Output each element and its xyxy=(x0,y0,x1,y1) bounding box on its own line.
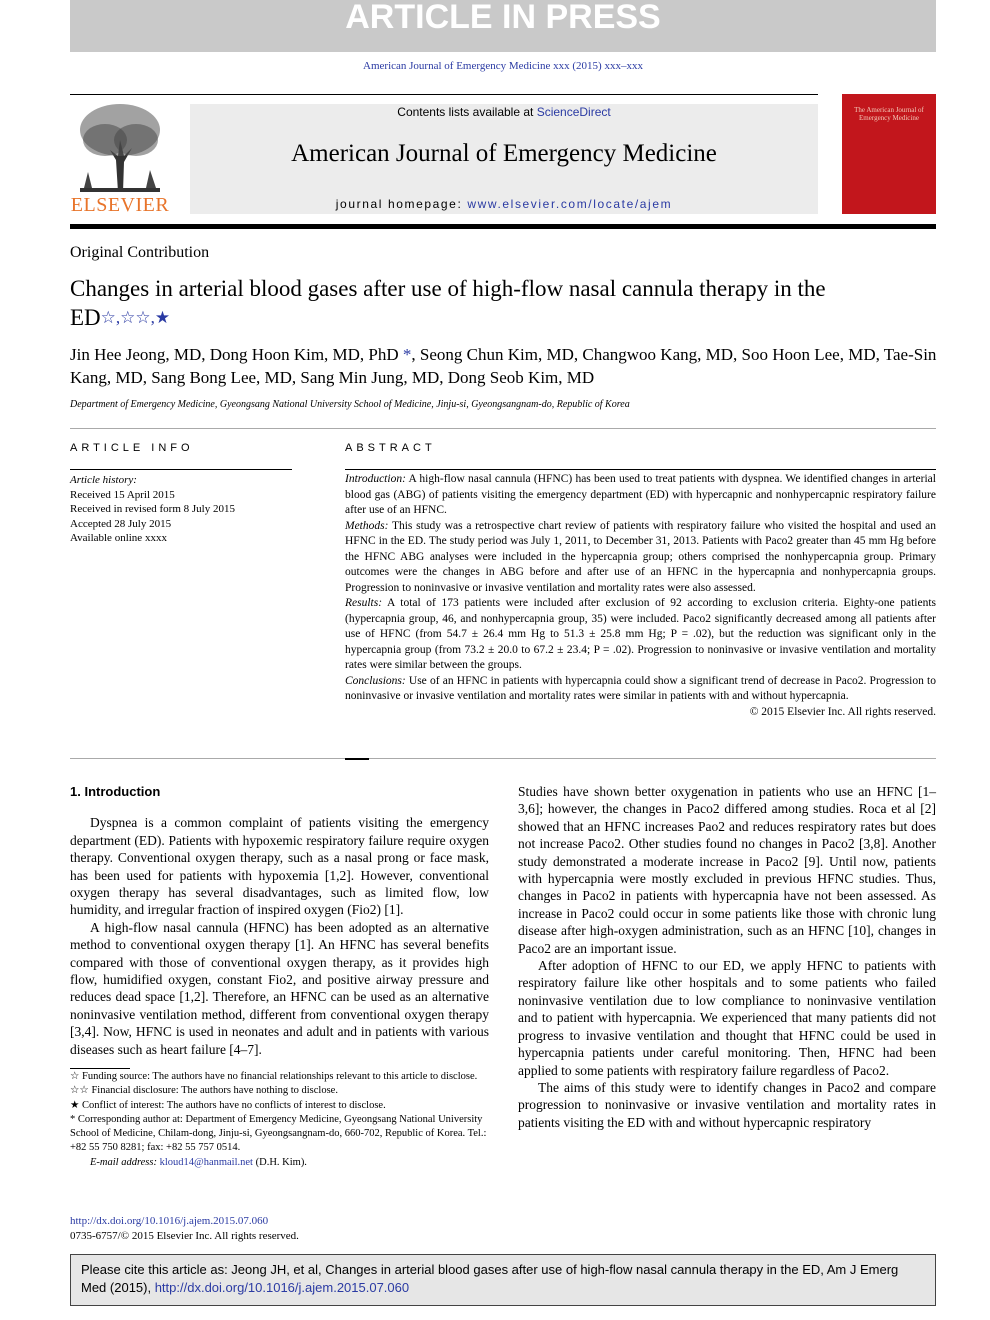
title-footnote-marks[interactable]: ☆,☆☆,★ xyxy=(100,308,171,327)
citation-doi-link[interactable]: http://dx.doi.org/10.1016/j.ajem.2015.07.060 xyxy=(154,1280,410,1295)
history-label: Article history: xyxy=(70,474,137,486)
homepage-line xyxy=(190,197,818,211)
article-in-press-banner xyxy=(70,0,936,52)
revised-date: Received in revised form 8 July 2015 xyxy=(70,503,235,515)
intro-text: A high-flow nasal cannula (HFNC) has been used to treat patients with dyspnea. We identified changes in arterial blood gas (ABG) of patients visiting the emergency department (ED) with hypercapnic and nonhypercapnic respiratory failure after use of an HFNC. xyxy=(345,473,936,516)
email-label: E-mail address: xyxy=(90,1156,157,1168)
results-text: A total of 173 patients were included after exclusion of 92 according to exclusion criteria. Eighty-one patients (hypercapnia group, 46, and nonhypercapnia group, 35) were included. Paco2 significantly decreased among all patients after use of HFNC (from 54.7 ± 26.4 mm Hg to 51.3 ± 25.8 mm Hg; P = .02), but the reduction was significant only in the hypercapnia group (from 73.2 ± 20.0 to 67.2 ± 23.4; P = .02). Progression to noninvasive or invasive ventilation and mortality rates were similar between the groups. xyxy=(345,597,936,671)
publisher-wordmark: ELSEVIER xyxy=(70,194,170,216)
header-thick-rule xyxy=(70,224,936,229)
abstract-conclusions xyxy=(345,674,936,705)
journal-reference-link[interactable]: American Journal of Emergency Medicine xxx (2015) xxx–xxx xyxy=(363,60,643,72)
body-rule-accent xyxy=(345,758,369,760)
title-text: Changes in arterial blood gases after use of high-flow nasal cannula therapy in the ED xyxy=(70,276,826,330)
abstract-copyright: © 2015 Elsevier Inc. All rights reserved. xyxy=(749,705,936,718)
footnote-mark-1: ☆ xyxy=(70,1071,80,1082)
footnote-mark-2: ☆☆ xyxy=(70,1085,89,1097)
footnotes xyxy=(70,1070,490,1170)
banner-text: ARTICLE IN PRESS xyxy=(345,0,661,36)
section-type: Original Contribution xyxy=(70,244,210,261)
accepted-date: Accepted 28 July 2015 xyxy=(70,517,172,530)
conclusions-label: Conclusions: xyxy=(345,674,406,687)
abstract-introduction xyxy=(345,472,936,519)
intro-label: Introduction: xyxy=(345,473,406,485)
contents-prefix: Contents lists available at xyxy=(397,105,537,119)
body-paragraph-2: A high-flow nasal cannula (HFNC) has been adopted as an alternative method to conventional oxygen therapy [1]. An HFNC has several benefits compared with those of conventional oxygen therapy, as it provides high flow, humidified oxygen, constant Fio2, and positive airway pressure and reduces dead space [1,2]. Therefore, an HFNC can be used as an alternative noninvasive ventilation method, different from conventional oxygen therapy [3,4]. Now, HFNC is used in neonates and adult and in patients with various diseases such as heart failure [4–7]. xyxy=(70,919,489,1057)
citation-box xyxy=(70,1254,936,1306)
homepage-prefix: journal homepage: xyxy=(335,197,468,211)
cover-title: The American Journal of Emergency Medicine xyxy=(854,106,924,122)
homepage-link[interactable]: www.elsevier.com/locate/ajem xyxy=(467,197,673,211)
online-date: Available online xxxx xyxy=(70,532,167,544)
doi-link[interactable]: http://dx.doi.org/10.1016/j.ajem.2015.07.060 xyxy=(70,1215,269,1227)
introduction-heading: 1. Introduction xyxy=(70,784,161,799)
methods-text: This study was a retrospective chart review of patients with respiratory failure who visited the hospital and used an HFNC in the ED. The study period was July 1, 2011, to December 31, 2013. Patients with Paco2 greater than 45 mm Hg before the HFNC ABG analyses were included in the hypercapnia group; others comprised the nonhypercapnia group. Primary outcomes were the changes in ABG before and after use of an HFNC in the hypercapnia and nonhypercapnia groups. Progression to noninvasive or invasive ventilation and mortality rates were also assessed. xyxy=(345,519,936,594)
received-date: Received 15 April 2015 xyxy=(70,488,175,501)
corresponding-author-mark[interactable]: * xyxy=(402,345,412,364)
affiliation: Department of Emergency Medicine, Gyeongsang National University School of Medicine, Jinju-si, Gyeongsangnam-do, Republic of Korea xyxy=(70,399,630,410)
footnote-financial xyxy=(70,1084,490,1098)
abstract-rule xyxy=(345,469,936,470)
abstract-results xyxy=(345,596,936,674)
conclusions-text: Use of an HFNC in patients with hypercapnia could show a significant trend of decrease in Paco2. Progression to noninvasive or invasive ventilation and mortality rates were similar in patients with and without hypercapnia. xyxy=(345,674,936,702)
article-info-heading: ARTICLE INFO xyxy=(70,442,194,454)
methods-label: Methods: xyxy=(345,519,389,532)
footnote-mark-3: ★ xyxy=(70,1099,80,1111)
footnote-text-2: Financial disclosure: The authors have nothing to disclose. xyxy=(91,1085,338,1097)
footnote-text-1: Funding source: The authors have no financial relationships relevant to this article to disclose. xyxy=(82,1071,478,1082)
doi-block xyxy=(70,1214,299,1243)
citation-text: Please cite this article as: Jeong JH, et al, Changes in arterial blood gases after use of high-flow nasal cannula therapy in the ED, Am J Emerg Med (2015), xyxy=(81,1262,899,1295)
authors-part-1: Jin Hee Jeong, MD, Dong Hoon Kim, MD, PhD xyxy=(70,345,403,364)
journal-title: American Journal of Emergency Medicine xyxy=(291,140,717,167)
results-label: Results: xyxy=(345,597,383,609)
author-list xyxy=(70,343,940,389)
footnote-mark-4: * xyxy=(70,1113,76,1125)
article-history xyxy=(70,473,300,546)
authors-part-2: , Seong Chun Kim, MD, Changwoo Kang, MD, Soo Hoon Lee, MD, Tae-Sin Kang, MD, Sang Bong Lee, MD, Sang Min Jung, MD, Dong Seob Kim, MD xyxy=(70,345,937,387)
footnote-corresponding xyxy=(70,1113,490,1156)
abstract-heading: ABSTRACT xyxy=(345,442,436,454)
body-column-right xyxy=(518,783,936,1131)
email-link[interactable]: kloud14@hanmail.net xyxy=(159,1156,253,1168)
footnote-rule xyxy=(70,1068,130,1069)
section-rule xyxy=(70,428,936,429)
body-paragraph-4: After adoption of HFNC to our ED, we apply HFNC to patients with respiratory failure like other hospitals and to some patients who failed noninvasive ventilation due to low compliance to noninvasive ventilation and to patient with hypercapnia. We experienced that many patients did not progress to invasive ventilation and thought that HFNC could be used in hypercapnia patients under careful monitoring. Then, HFNC had been applied to some patients with respiratory failure regardless of Paco2. xyxy=(518,958,936,1078)
body-paragraph-3: Studies have shown better oxygenation in patients who use an HFNC [1–3,6]; however, the changes in Paco2 differed among studies. Roca et al [2] showed that an HFNC increases Pao2 and reduces respiratory rates but does not increase Paco2. Other studies found no changes in Paco2 [3,8]. Another study demonstrated a moderate increase in Paco2 [9]. Until now, patients with hypercapnia were mostly excluded in previous HFNC studies. Thus, changes in Paco2 in patients with hypercapnia have not been assessed. As increase in Paco2 could occur in some patients like those with chronic lung disease after high-oxygen administration, such as an HFNC [10], changes in Paco2 are an important issue. xyxy=(518,784,936,956)
sciencedirect-link[interactable]: ScienceDirect xyxy=(536,105,611,119)
article-title xyxy=(70,274,830,332)
abstract-body xyxy=(345,472,936,720)
body-column-left xyxy=(70,783,489,1057)
body-paragraph-5: The aims of this study were to identify changes in Paco2 and compare progression to noninvasive or invasive ventilation and mortality rates in patients visiting the ED with and without hypercapnic respiratory xyxy=(518,1079,936,1130)
abstract-methods xyxy=(345,519,936,597)
footnote-text-3: Conflict of interest: The authors have no conflicts of interest to disclose. xyxy=(82,1099,386,1111)
footnote-text-4: Corresponding author at: Department of Emergency Medicine, Gyeongsang National University School of Medicine, Chilam-dong, Jinju-si, Gyeongsangnam-do, 660-702, Republic of Korea. Tel.: +82 55 750 8281; fax: +82 55 757 0514. xyxy=(70,1113,487,1154)
contents-line xyxy=(190,105,818,119)
footnote-conflict xyxy=(70,1099,490,1113)
email-suffix: (D.H. Kim). xyxy=(252,1156,307,1168)
header-rule xyxy=(70,94,818,95)
issn-line: 0735-6757/© 2015 Elsevier Inc. All rights reserved. xyxy=(70,1229,299,1242)
footnote-email xyxy=(70,1156,490,1170)
body-rule xyxy=(70,758,936,759)
footnote-funding xyxy=(70,1070,490,1084)
article-info-rule xyxy=(70,469,292,470)
body-paragraph-1: Dyspnea is a common complaint of patients visiting the emergency department (ED). Patients with hypoxemic respiratory failure require oxygen therapy. Conventional oxygen therapy, such as a nasal prong or face mask, has been used for patients with hypoxemia [1,2]. However, conventional oxygen therapy has several disadvantages, such as limited flow, low humidity, and irregular fraction of inspired oxygen (Fio2) [1]. xyxy=(70,815,489,918)
